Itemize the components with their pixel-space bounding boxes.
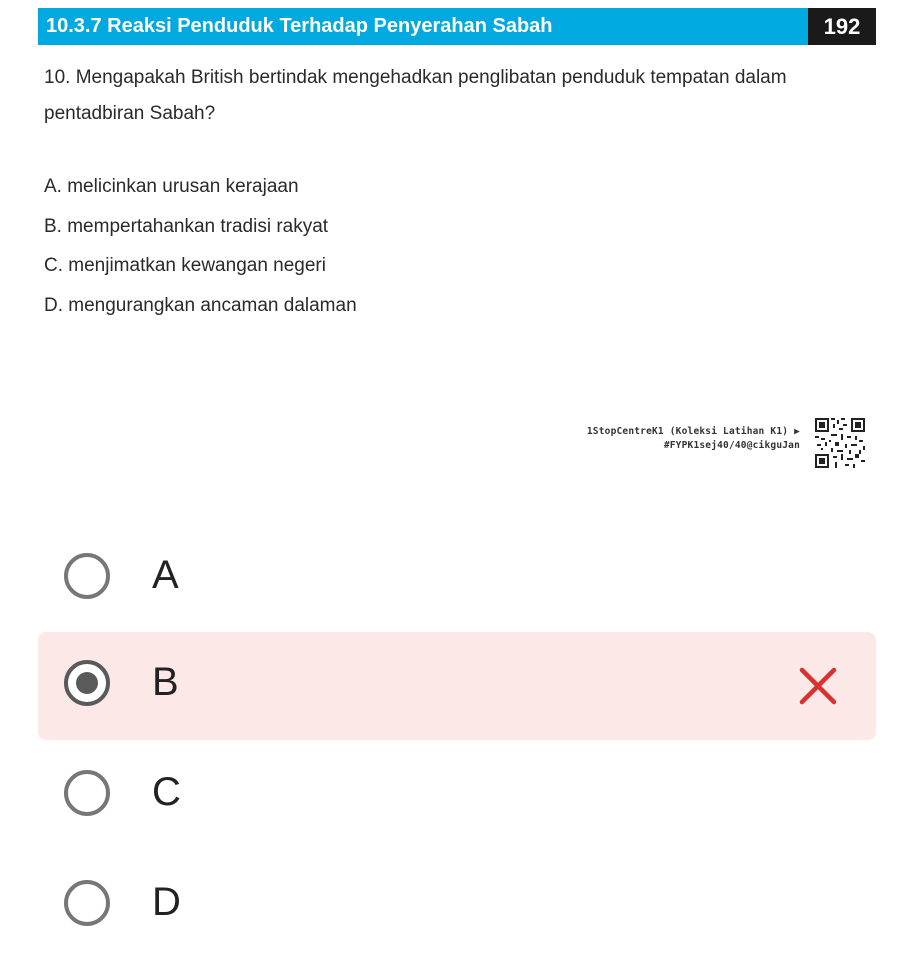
question-option-b: B. mempertahankan tradisi rakyat (44, 215, 329, 237)
answer-label-d: D (152, 880, 181, 924)
radio-dot-icon (76, 672, 98, 694)
answer-option-d[interactable] (38, 852, 876, 960)
question-text: 10. Mengapakah British bertindak mengehadkan penglibatan penduduk tempatan dalam pentadbiran Sabah? (44, 67, 787, 124)
question-option-c: C. menjimatkan kewangan negeri (44, 255, 326, 276)
radio-button-icon[interactable] (64, 880, 110, 926)
radio-selected-icon[interactable] (64, 660, 110, 706)
page-number: 192 (808, 8, 876, 45)
watermark-line-1: 1StopCentreK1 (Koleksi Latihan K1) ▶ (586, 426, 800, 437)
question-option-a: A. melicinkan urusan kerajaan (44, 176, 299, 197)
answer-label-a: A (152, 553, 179, 597)
qr-code-icon (815, 418, 865, 468)
answer-option-a[interactable] (38, 525, 876, 633)
answer-label-c: C (152, 770, 181, 814)
question-option-d: D. mengurangkan ancaman dalaman (44, 294, 357, 316)
answer-label-b: B (152, 660, 179, 704)
watermark-text (560, 425, 800, 453)
answer-option-b[interactable] (38, 632, 876, 740)
answer-option-c[interactable] (38, 742, 876, 850)
cross-icon (798, 666, 838, 706)
question-options (44, 170, 357, 328)
section-header-bar (38, 8, 876, 45)
radio-button-icon[interactable] (64, 553, 110, 599)
watermark-line-2: #FYPK1sej40/40@cikguJan (663, 440, 800, 451)
section-title: 10.3.7 Reaksi Penduduk Terhadap Penyerahan Sabah (46, 15, 553, 37)
radio-button-icon[interactable] (64, 770, 110, 816)
